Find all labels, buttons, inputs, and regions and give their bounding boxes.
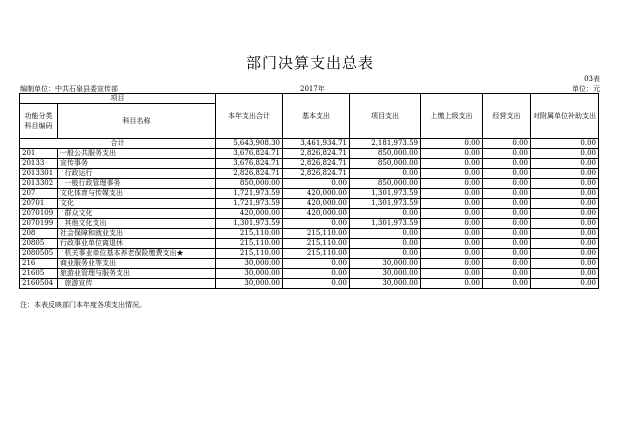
table-row	[20, 149, 599, 159]
row-code: 2160504	[20, 279, 58, 289]
row-name: 一般公共服务支出	[58, 149, 216, 159]
row-value: 0.00	[283, 259, 350, 269]
total-value: 0.00	[531, 139, 599, 149]
row-value: 30,000.00	[216, 279, 283, 289]
table-row	[20, 269, 599, 279]
row-value: 0.00	[421, 179, 483, 189]
row-value: 0.00	[531, 239, 599, 249]
preparing-unit: 编制单位：中共石泉县委宣传部	[20, 85, 118, 93]
row-value: 0.00	[350, 229, 421, 239]
row-value: 0.00	[421, 169, 483, 179]
row-name: 其他文化支出	[58, 219, 216, 229]
page-title: 部门决算支出总表	[245, 54, 374, 72]
row-name: 机关事业单位基本养老保险缴费支出★	[58, 249, 216, 259]
row-name: 商业服务业等支出	[58, 259, 216, 269]
row-value: 1,301,973.59	[350, 219, 421, 229]
row-name: 旅游业管理与服务支出	[58, 269, 216, 279]
row-name: 文化体育与传媒支出	[58, 189, 216, 199]
row-value: 0.00	[421, 249, 483, 259]
row-code: 201	[20, 149, 58, 159]
row-value: 850,000.00	[350, 179, 421, 189]
header-col-basic: 基本支出	[283, 94, 350, 139]
row-value: 0.00	[283, 279, 350, 289]
row-value: 0.00	[350, 249, 421, 259]
row-value: 3,676,824.71	[216, 149, 283, 159]
table-row	[20, 249, 599, 259]
total-value: 0.00	[421, 139, 483, 149]
table-row	[20, 159, 599, 169]
total-value: 2,181,973.59	[350, 139, 421, 149]
row-value: 0.00	[483, 149, 531, 159]
row-name: 一般行政管理事务	[58, 179, 216, 189]
expenditure-table	[19, 93, 599, 289]
total-label: 合计	[20, 139, 216, 149]
table-row	[20, 219, 599, 229]
row-value: 0.00	[531, 179, 599, 189]
row-value: 0.00	[531, 199, 599, 209]
row-value: 30,000.00	[350, 269, 421, 279]
row-value: 0.00	[421, 159, 483, 169]
table-row	[20, 209, 599, 219]
table-body	[20, 139, 599, 289]
header-code: 功能分类科目编码	[20, 104, 58, 139]
table-row	[20, 169, 599, 179]
row-name: 行政运行	[58, 169, 216, 179]
row-value: 0.00	[421, 269, 483, 279]
row-value: 850,000.00	[350, 159, 421, 169]
row-code: 216	[20, 259, 58, 269]
table-row	[20, 199, 599, 209]
row-code: 2013302	[20, 179, 58, 189]
row-name: 旅游宣传	[58, 279, 216, 289]
row-value: 0.00	[483, 229, 531, 239]
row-value: 0.00	[421, 259, 483, 269]
header-project-group: 项目	[20, 94, 216, 104]
row-value: 0.00	[483, 279, 531, 289]
row-name: 社会保障和就业支出	[58, 229, 216, 239]
form-number: 03表	[584, 75, 600, 83]
row-value: 1,721,973.59	[216, 199, 283, 209]
row-value: 0.00	[421, 189, 483, 199]
row-value: 0.00	[421, 219, 483, 229]
row-value: 215,110.00	[216, 239, 283, 249]
header-col-project: 项目支出	[350, 94, 421, 139]
row-value: 215,110.00	[283, 229, 350, 239]
row-value: 0.00	[531, 149, 599, 159]
row-value: 30,000.00	[350, 279, 421, 289]
row-value: 30,000.00	[216, 259, 283, 269]
total-value: 3,461,934.71	[283, 139, 350, 149]
row-name: 文化	[58, 199, 216, 209]
row-code: 208	[20, 229, 58, 239]
row-value: 0.00	[350, 239, 421, 249]
table-row	[20, 179, 599, 189]
row-value: 1,301,973.59	[216, 219, 283, 229]
row-name: 宣传事务	[58, 159, 216, 169]
row-value: 0.00	[421, 229, 483, 239]
row-value: 850,000.00	[350, 149, 421, 159]
row-code: 2080505	[20, 249, 58, 259]
row-value: 0.00	[483, 209, 531, 219]
row-value: 0.00	[531, 209, 599, 219]
header-col-subsidy: 对附属单位补助支出	[531, 94, 599, 139]
row-value: 420,000.00	[283, 199, 350, 209]
row-value: 0.00	[531, 279, 599, 289]
table-row	[20, 279, 599, 289]
row-code: 21605	[20, 269, 58, 279]
row-value: 0.00	[531, 189, 599, 199]
row-value: 2,826,824.71	[283, 169, 350, 179]
row-value: 0.00	[421, 239, 483, 249]
row-value: 0.00	[531, 219, 599, 229]
row-value: 0.00	[483, 249, 531, 259]
row-value: 1,721,973.59	[216, 189, 283, 199]
row-value: 0.00	[531, 259, 599, 269]
row-code: 2013301	[20, 169, 58, 179]
table-row	[20, 189, 599, 199]
table-row	[20, 229, 599, 239]
report-year: 2017年	[300, 85, 325, 93]
row-value: 2,826,824.71	[283, 159, 350, 169]
row-value: 0.00	[531, 159, 599, 169]
header-col-upper: 上缴上级支出	[421, 94, 483, 139]
row-value: 0.00	[483, 179, 531, 189]
row-value: 0.00	[421, 279, 483, 289]
row-value: 0.00	[421, 149, 483, 159]
table-row	[20, 239, 599, 249]
row-name: 行政事业单位离退休	[58, 239, 216, 249]
row-value: 215,110.00	[283, 249, 350, 259]
header-col-total: 本年支出合计	[216, 94, 283, 139]
row-value: 1,301,973.59	[350, 189, 421, 199]
row-value: 0.00	[283, 269, 350, 279]
row-value: 0.00	[483, 219, 531, 229]
row-value: 0.00	[350, 209, 421, 219]
money-unit: 单位：元	[572, 85, 600, 93]
row-value: 0.00	[531, 229, 599, 239]
row-value: 0.00	[531, 249, 599, 259]
row-value: 215,110.00	[283, 239, 350, 249]
row-value: 0.00	[350, 169, 421, 179]
row-code: 20805	[20, 239, 58, 249]
row-value: 0.00	[421, 209, 483, 219]
row-value: 420,000.00	[283, 189, 350, 199]
row-value: 0.00	[531, 169, 599, 179]
row-value: 30,000.00	[216, 269, 283, 279]
row-value: 420,000.00	[283, 209, 350, 219]
row-value: 0.00	[483, 269, 531, 279]
row-value: 850,000.00	[216, 179, 283, 189]
row-code: 20701	[20, 199, 58, 209]
header-col-business: 经营支出	[483, 94, 531, 139]
row-value: 420,000.00	[216, 209, 283, 219]
total-row	[20, 139, 599, 149]
total-value: 0.00	[483, 139, 531, 149]
row-code: 207	[20, 189, 58, 199]
row-value: 0.00	[283, 219, 350, 229]
row-value: 2,826,824.71	[283, 149, 350, 159]
row-value: 215,110.00	[216, 249, 283, 259]
row-value: 30,000.00	[350, 259, 421, 269]
row-name: 群众文化	[58, 209, 216, 219]
row-value: 3,676,824.71	[216, 159, 283, 169]
row-value: 0.00	[283, 179, 350, 189]
footnote: 注：本表反映部门本年度各项支出情况。	[20, 301, 146, 309]
row-value: 2,826,824.71	[216, 169, 283, 179]
row-value: 0.00	[531, 269, 599, 279]
row-value: 215,110.00	[216, 229, 283, 239]
row-value: 0.00	[483, 189, 531, 199]
table-row	[20, 259, 599, 269]
header-name: 科目名称	[58, 104, 216, 139]
row-value: 0.00	[421, 199, 483, 209]
row-code: 2070109	[20, 209, 58, 219]
row-code: 2070199	[20, 219, 58, 229]
row-value: 0.00	[483, 259, 531, 269]
row-code: 20133	[20, 159, 58, 169]
row-value: 0.00	[483, 199, 531, 209]
row-value: 1,301,973.59	[350, 199, 421, 209]
row-value: 0.00	[483, 169, 531, 179]
row-value: 0.00	[483, 159, 531, 169]
total-value: 5,643,908.30	[216, 139, 283, 149]
row-value: 0.00	[483, 239, 531, 249]
